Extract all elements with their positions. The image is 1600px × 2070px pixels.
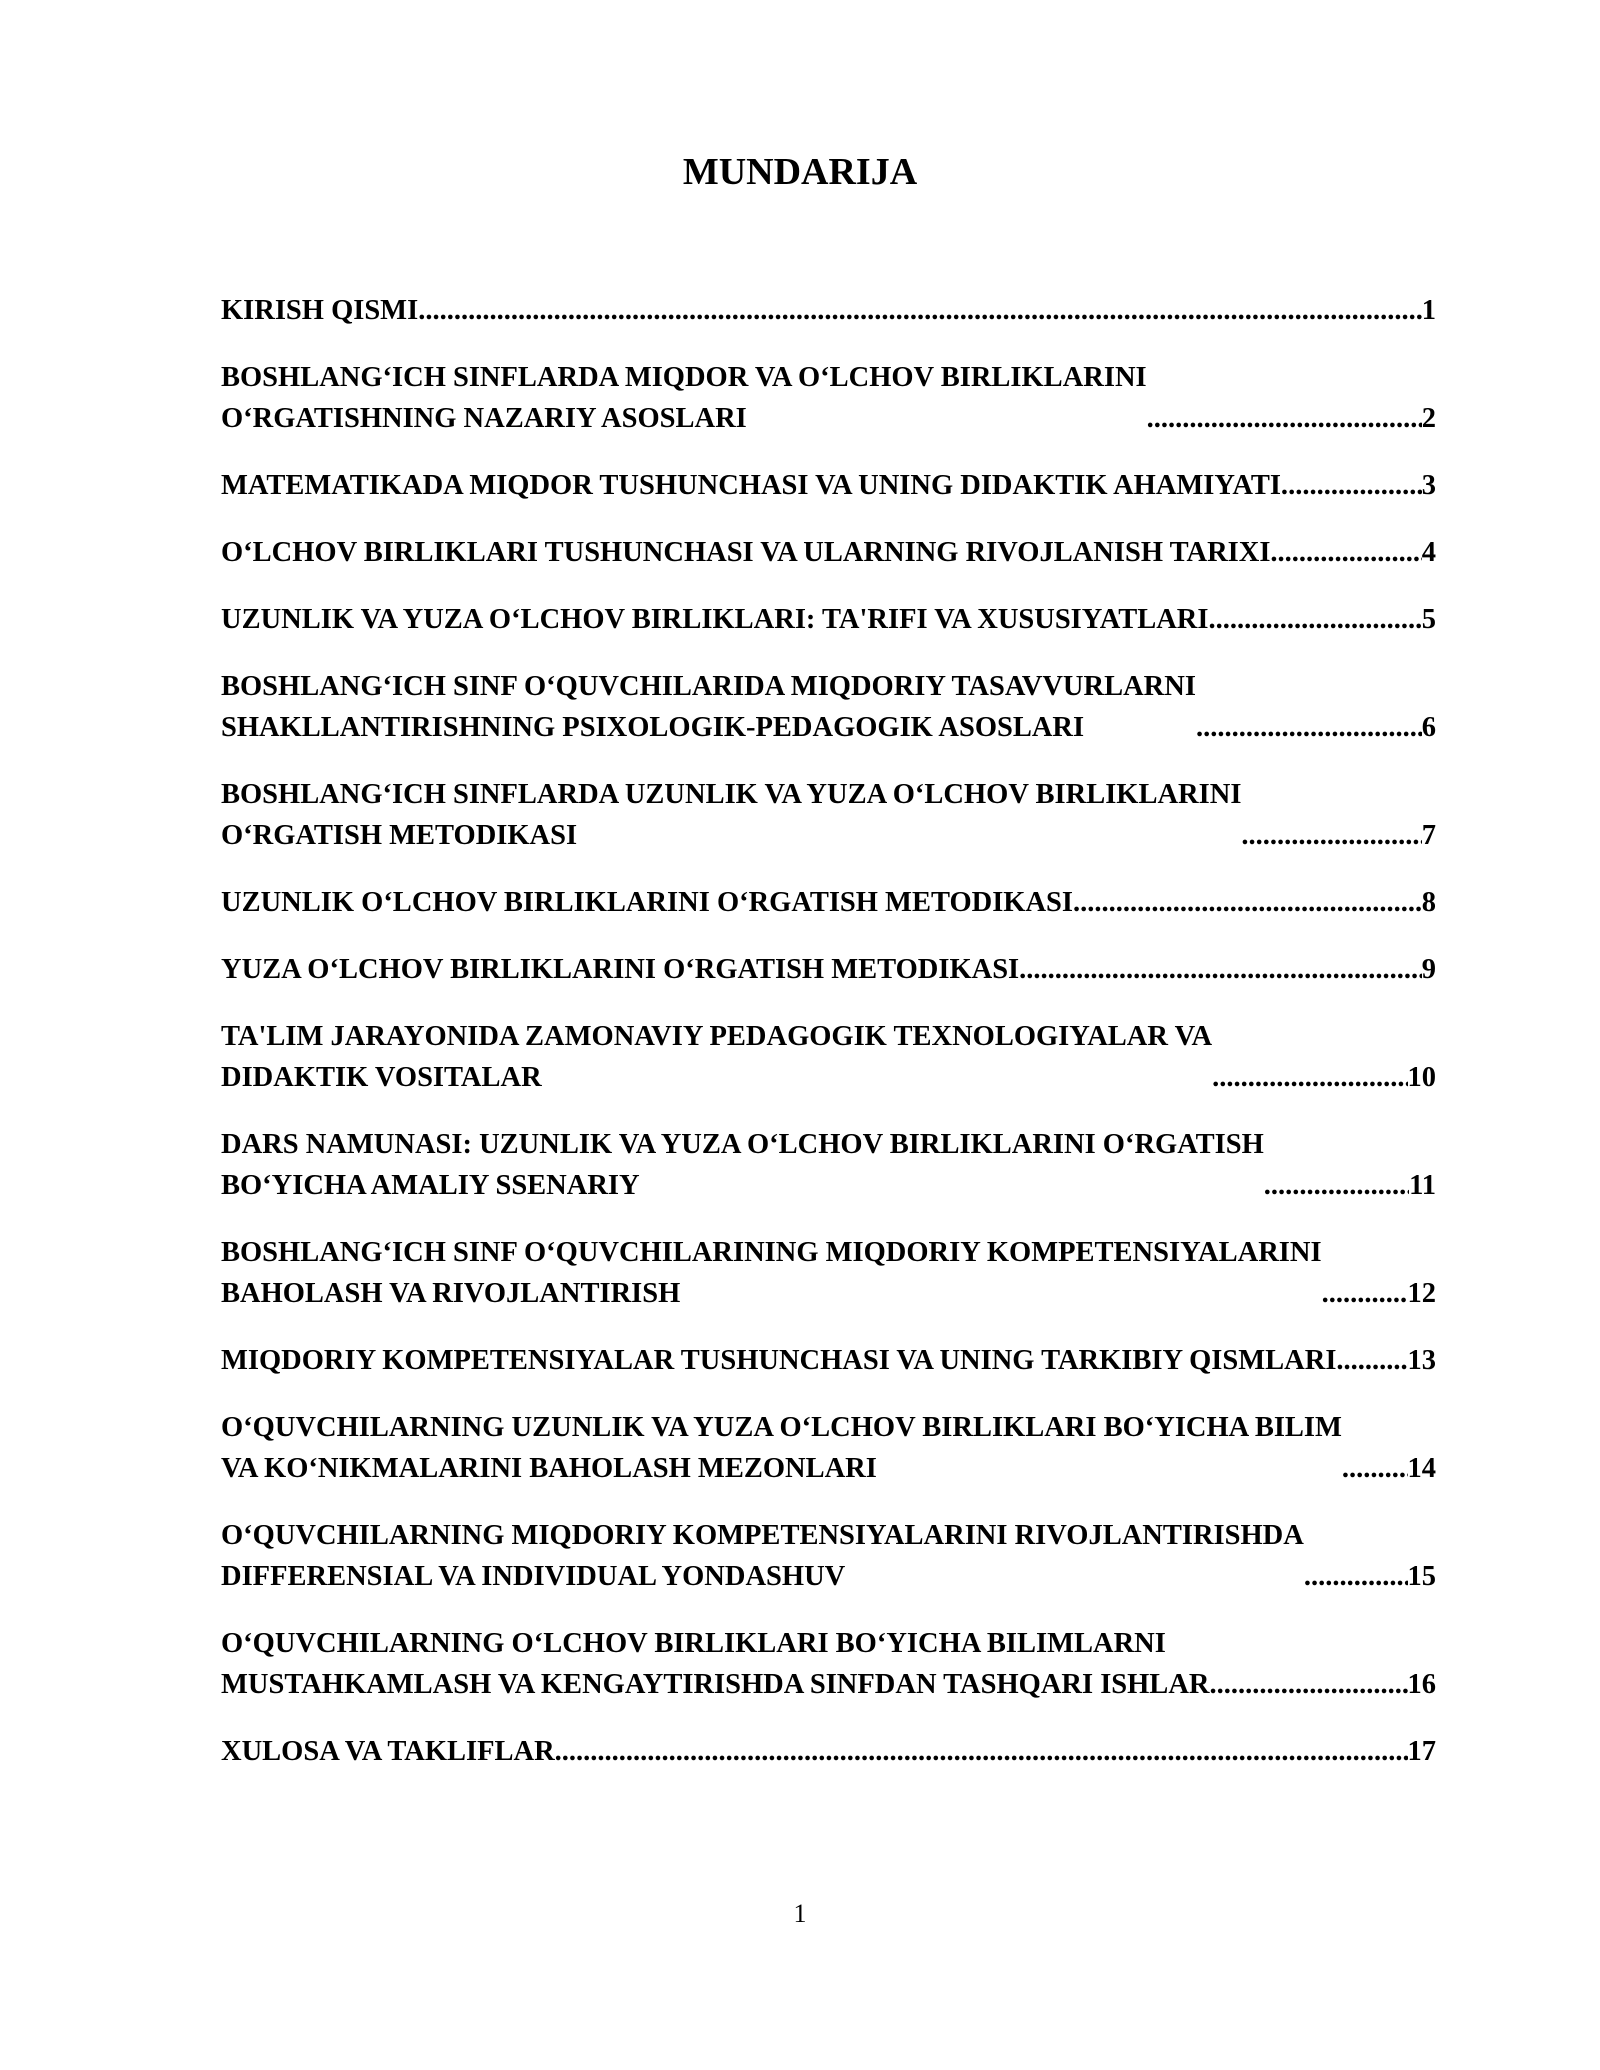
toc-entry[interactable] bbox=[221, 357, 1436, 439]
toc-entry-line: UZUNLIK VA YUZA O‘LCHOV BIRLIKLARI: TA'RIFI VA XUSUSIYATLARI bbox=[221, 604, 1209, 635]
toc-entry-line: MIQDORIY KOMPETENSIYALAR TUSHUNCHASI VA UNING TARKIBIY QISMLARI bbox=[221, 1345, 1337, 1376]
toc-entry-text bbox=[221, 1340, 1336, 1381]
toc-entry-line: BOSHLANG‘ICH SINFLARDA UZUNLIK VA YUZA O‘LCHOV BIRLIKLARINI bbox=[221, 779, 1242, 810]
toc-entry-line: DARS NAMUNASI: UZUNLIK VA YUZA O‘LCHOV BIRLIKLARINI O‘RGATISH bbox=[221, 1129, 1264, 1160]
toc-entry-text bbox=[221, 357, 1147, 439]
toc-entry[interactable] bbox=[221, 1340, 1436, 1381]
toc-entry-line: DIFFERENSIAL VA INDIVIDUAL YONDASHUV bbox=[221, 1561, 846, 1592]
toc-entry[interactable] bbox=[221, 774, 1436, 856]
toc-entry-line: O‘LCHOV BIRLIKLARI TUSHUNCHASI VA ULARNING RIVOJLANISH TARIXI bbox=[221, 537, 1271, 568]
toc-entry-text bbox=[221, 774, 1241, 856]
toc-entry-title bbox=[221, 1407, 1408, 1489]
toc-entry-text bbox=[221, 666, 1196, 748]
toc-page-number: 17 bbox=[1407, 1736, 1436, 1767]
toc-entry-title bbox=[221, 599, 1422, 640]
toc-entry-title bbox=[221, 1232, 1408, 1314]
dot-leader bbox=[1270, 532, 1421, 573]
dot-leader bbox=[1342, 1448, 1408, 1489]
toc-entry-line: MUSTAHKAMLASH VA KENGAYTIRISHDA SINFDAN TASHQARI ISHLAR bbox=[221, 1669, 1210, 1700]
toc-entry-title bbox=[221, 1731, 1408, 1772]
toc-entry[interactable] bbox=[221, 1731, 1436, 1772]
toc-entry[interactable] bbox=[221, 1407, 1436, 1489]
toc-page-number: 3 bbox=[1421, 470, 1436, 501]
dot-leader bbox=[1208, 599, 1421, 640]
toc-entry[interactable] bbox=[221, 1016, 1436, 1098]
toc-page-number: 10 bbox=[1407, 1062, 1436, 1093]
toc-entry-text bbox=[221, 532, 1270, 573]
toc-entry-line: O‘RGATISHNING NAZARIY ASOSLARI bbox=[221, 403, 747, 434]
toc-entry-line: VA KO‘NIKMALARINI BAHOLASH MEZONLARI bbox=[221, 1453, 877, 1484]
toc-entry-line: O‘QUVCHILARNING MIQDORIY KOMPETENSIYALARINI RIVOJLANTIRISHDA bbox=[221, 1520, 1304, 1551]
toc-entry-title bbox=[221, 882, 1422, 923]
toc-entry-text bbox=[221, 1515, 1304, 1597]
toc-entry-text bbox=[221, 465, 1288, 506]
toc-entry-title bbox=[221, 532, 1422, 573]
toc-entry-text bbox=[221, 290, 418, 331]
toc-entry-text bbox=[221, 1232, 1322, 1314]
toc-entry-line: YUZA O‘LCHOV BIRLIKLARINI O‘RGATISH METODIKASI bbox=[221, 954, 1020, 985]
toc-entry-line: O‘QUVCHILARNING UZUNLIK VA YUZA O‘LCHOV BIRLIKLARI BO‘YICHA BILIM bbox=[221, 1412, 1342, 1443]
toc-entry-text bbox=[221, 1016, 1212, 1098]
toc-entry-line: O‘RGATISH METODIKASI bbox=[221, 820, 578, 851]
toc-entry-title bbox=[221, 1623, 1408, 1705]
dot-leader bbox=[1322, 1273, 1408, 1314]
toc-entry-title bbox=[221, 1515, 1408, 1597]
toc-entry-line: BOSHLANG‘ICH SINF O‘QUVCHILARIDA MIQDORIY TASAVVURLARNI bbox=[221, 671, 1196, 702]
dot-leader bbox=[418, 290, 1422, 331]
toc-entry-line: O‘QUVCHILARNING O‘LCHOV BIRLIKLARI BO‘YICHA BILIMLARNI bbox=[221, 1628, 1166, 1659]
toc-page-number: 12 bbox=[1407, 1278, 1436, 1309]
toc-page-number: 4 bbox=[1421, 537, 1436, 568]
toc-entry-title bbox=[221, 666, 1422, 748]
toc-page-number: 11 bbox=[1409, 1170, 1436, 1201]
toc-entry-line: BAHOLASH VA RIVOJLANTIRISH bbox=[221, 1278, 681, 1309]
toc-entry[interactable] bbox=[221, 532, 1436, 573]
toc-page-number: 1 bbox=[1421, 295, 1436, 326]
toc-page-number: 2 bbox=[1421, 403, 1436, 434]
toc-entry[interactable] bbox=[221, 666, 1436, 748]
toc-entry-title bbox=[221, 774, 1422, 856]
toc-entry-line: BOSHLANG‘ICH SINF O‘QUVCHILARINING MIQDORIY KOMPETENSIYALARINI bbox=[221, 1237, 1322, 1268]
toc-entry-line: BOSHLANG‘ICH SINFLARDA MIQDOR VA O‘LCHOV BIRLIKLARINI bbox=[221, 362, 1147, 393]
dot-leader bbox=[1073, 882, 1422, 923]
toc-entry-line: DIDAKTIK VOSITALAR bbox=[221, 1062, 542, 1093]
page-number: 1 bbox=[793, 1899, 807, 1928]
toc-entry-title bbox=[221, 1124, 1409, 1206]
toc-entry[interactable] bbox=[221, 1515, 1436, 1597]
toc-entry-line: UZUNLIK O‘LCHOV BIRLIKLARINI O‘RGATISH METODIKASI bbox=[221, 887, 1073, 918]
toc-entry-line: MATEMATIKADA MIQDOR TUSHUNCHASI VA UNING DIDAKTIK AHAMIYATI. bbox=[221, 470, 1289, 501]
toc-entry[interactable] bbox=[221, 1124, 1436, 1206]
toc-page-number: 15 bbox=[1407, 1561, 1436, 1592]
dot-leader bbox=[555, 1731, 1408, 1772]
toc-entry[interactable] bbox=[221, 882, 1436, 923]
toc-entry-text bbox=[221, 599, 1208, 640]
toc-entry[interactable] bbox=[221, 290, 1436, 331]
page-title: MUNDARIJA bbox=[682, 151, 918, 193]
toc-entry[interactable] bbox=[221, 949, 1436, 990]
dot-leader bbox=[1147, 398, 1422, 439]
toc-page-number: 13 bbox=[1407, 1345, 1436, 1376]
toc-entry[interactable] bbox=[221, 1232, 1436, 1314]
toc-entry-text bbox=[221, 1407, 1342, 1489]
toc-entry[interactable] bbox=[221, 599, 1436, 640]
dot-leader bbox=[1288, 465, 1422, 506]
toc-entry-text bbox=[221, 949, 1019, 990]
toc-entry-text bbox=[221, 1623, 1209, 1705]
toc-entry-line: KIRISH QISMI bbox=[221, 295, 419, 326]
toc-entry-title bbox=[221, 357, 1422, 439]
toc-entry-text bbox=[221, 1124, 1264, 1206]
toc-page-number: 6 bbox=[1421, 712, 1436, 743]
toc-entry-title bbox=[221, 1340, 1408, 1381]
toc-page-number: 14 bbox=[1407, 1453, 1436, 1484]
toc-entry-line: XULOSA VA TAKLIFLAR bbox=[221, 1736, 555, 1767]
table-of-contents bbox=[221, 290, 1436, 1798]
dot-leader bbox=[1212, 1057, 1407, 1098]
dot-leader bbox=[1019, 949, 1422, 990]
toc-entry-line: TA'LIM JARAYONIDA ZAMONAVIY PEDAGOGIK TEXNOLOGIYALAR VA bbox=[221, 1021, 1213, 1052]
dot-leader bbox=[1264, 1165, 1409, 1206]
dot-leader bbox=[1241, 815, 1421, 856]
toc-entry-title bbox=[221, 465, 1422, 506]
toc-page-number: 7 bbox=[1421, 820, 1436, 851]
toc-page-number: 9 bbox=[1421, 954, 1436, 985]
toc-entry[interactable] bbox=[221, 1623, 1436, 1705]
toc-entry-text bbox=[221, 882, 1073, 923]
toc-page-number: 5 bbox=[1421, 604, 1436, 635]
toc-entry-line: SHAKLLANTIRISHNING PSIXOLOGIK-PEDAGOGIK ASOSLARI bbox=[221, 712, 1085, 743]
dot-leader bbox=[1196, 707, 1422, 748]
toc-entry[interactable] bbox=[221, 465, 1436, 506]
toc-entry-line: BO‘YICHA AMALIY SSENARIY bbox=[221, 1170, 640, 1201]
toc-entry-title bbox=[221, 1016, 1408, 1098]
toc-entry-title bbox=[221, 949, 1422, 990]
toc-entry-text bbox=[221, 1731, 555, 1772]
dot-leader bbox=[1304, 1556, 1408, 1597]
toc-entry-title bbox=[221, 290, 1422, 331]
toc-page-number: 8 bbox=[1421, 887, 1436, 918]
dot-leader bbox=[1209, 1664, 1407, 1705]
toc-page-number: 16 bbox=[1407, 1669, 1436, 1700]
dot-leader bbox=[1336, 1340, 1407, 1381]
